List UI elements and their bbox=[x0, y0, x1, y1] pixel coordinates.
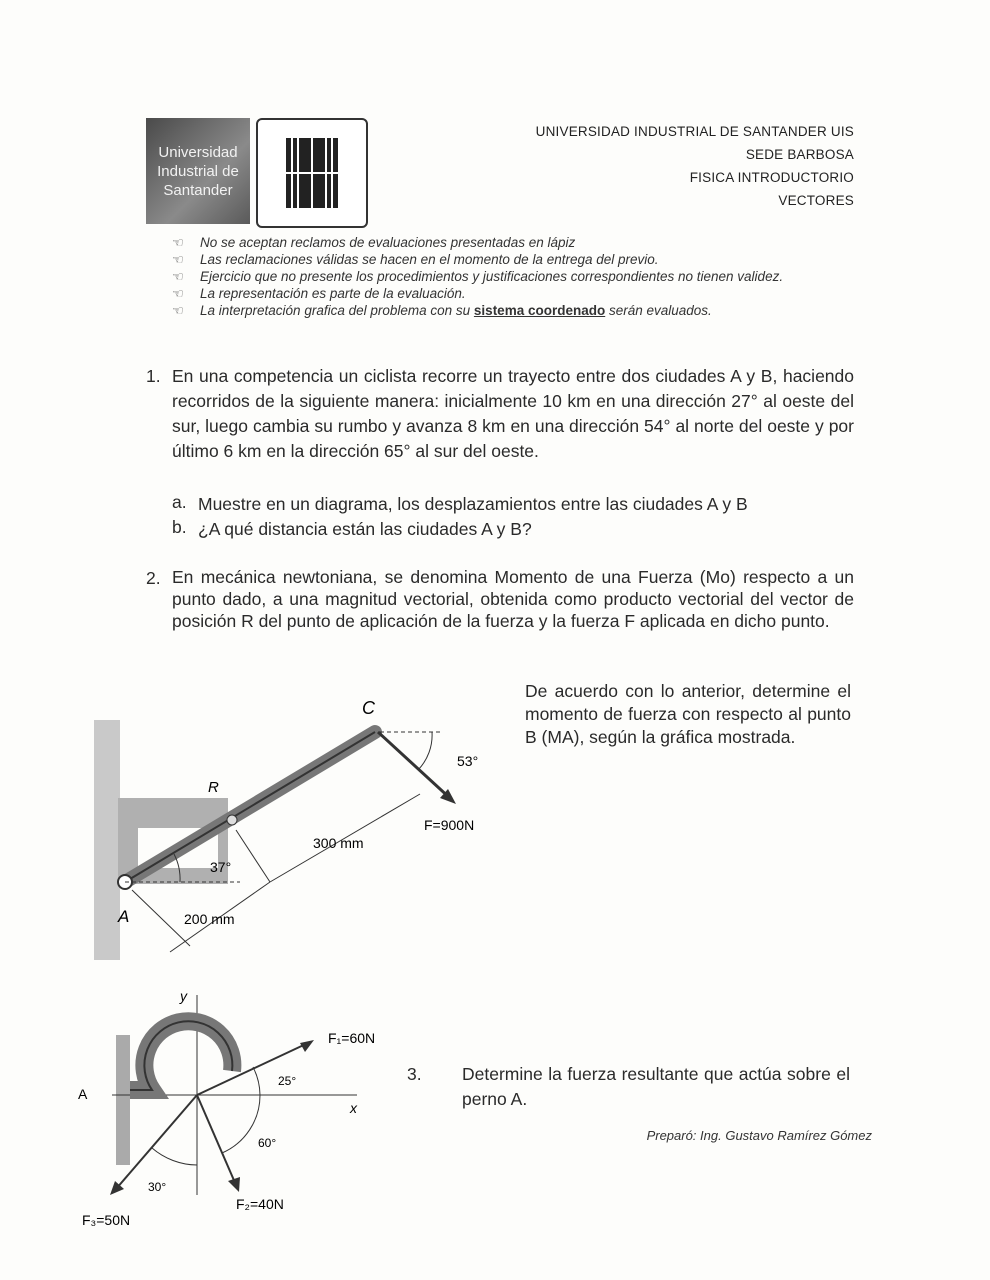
logo-line-2: Industrial de bbox=[157, 162, 239, 180]
q2-text: En mecánica newtoniana, se denomina Momento de una Fuerza (Mo) respecto a un punto dado, a una magnitud vectorial, obtenida como producto vectorial del vector de posición R del punto de aplicación de la fuerza y la fuerza F aplicada en dicho punto. bbox=[172, 567, 854, 631]
rule-item: ☜ La representación es parte de la evaluación. bbox=[172, 285, 862, 302]
label-300mm: 300 mm bbox=[313, 835, 364, 851]
q1-a-label: a. bbox=[172, 492, 187, 512]
rule-item: ☜ No se aceptan reclamos de evaluaciones presentadas en lápiz bbox=[172, 234, 862, 251]
label-60: 60° bbox=[258, 1136, 277, 1150]
label-200mm: 200 mm bbox=[184, 911, 235, 927]
label-f2: F₂=40N bbox=[236, 1196, 284, 1212]
document-header bbox=[536, 120, 854, 212]
q3-text: Determine la fuerza resultante que actúa sobre el perno A. bbox=[462, 1064, 850, 1109]
label-37: 37° bbox=[210, 859, 232, 875]
uis-emblem-icon bbox=[258, 120, 366, 226]
dim-line bbox=[132, 890, 190, 946]
label-a-bolt: A bbox=[78, 1086, 88, 1102]
q1-number: 1. bbox=[146, 366, 161, 386]
q1-a-text: Muestre en un diagrama, los desplazamientos entre las ciudades A y B bbox=[198, 494, 748, 514]
university-logo-text bbox=[146, 118, 250, 224]
angle-53-arc bbox=[418, 732, 432, 770]
figure-bolt-forces bbox=[72, 985, 402, 1235]
q2-side-text: De acuerdo con lo anterior, determine el momento de fuerza con respecto al punto B (MA), según la gráfica mostrada. bbox=[525, 681, 851, 747]
f2-arrowhead-icon bbox=[228, 1177, 240, 1192]
rule-text: La interpretación grafica del problema con su bbox=[200, 303, 474, 318]
rule-emphasis: sistema coordenado bbox=[473, 303, 606, 318]
wall-shape bbox=[94, 720, 120, 960]
angle-25-arc bbox=[253, 1067, 260, 1095]
bolt-icon bbox=[227, 815, 237, 825]
q1-b-label: b. bbox=[172, 517, 187, 537]
q3-number: 3. bbox=[407, 1064, 422, 1084]
figure-moment-diagram bbox=[80, 690, 500, 970]
header-university: UNIVERSIDAD INDUSTRIAL DE SANTANDER UIS bbox=[535, 124, 854, 139]
label-53: 53° bbox=[457, 753, 479, 769]
plate-shape bbox=[116, 1035, 130, 1165]
label-x: x bbox=[350, 1100, 357, 1116]
header-course: FISICA INTRODUCTORIO bbox=[689, 170, 854, 185]
header-topic: VECTORES bbox=[778, 193, 854, 208]
force-arrow bbox=[378, 732, 452, 800]
label-f3: F₃=50N bbox=[82, 1212, 131, 1228]
header-sede: SEDE BARBOSA bbox=[745, 147, 854, 162]
angle-60-arc bbox=[222, 1095, 260, 1153]
rule-text: serán evaluados. bbox=[605, 303, 712, 318]
rules-list bbox=[172, 234, 862, 319]
rule-item: ☜ Ejercicio que no presente los procedimientos y justificaciones correspondientes no tienen validez. bbox=[172, 268, 862, 285]
q2-number: 2. bbox=[146, 568, 161, 588]
logo-line-3: Santander bbox=[163, 181, 233, 199]
logo-line-1: Universidad bbox=[158, 143, 238, 161]
label-y: y bbox=[180, 988, 187, 1004]
label-r: R bbox=[208, 779, 219, 796]
f1-arrowhead-icon bbox=[300, 1040, 314, 1052]
label-c: C bbox=[362, 698, 375, 718]
angle-30-arc bbox=[152, 1148, 197, 1165]
q3-text-start bbox=[462, 1062, 850, 1112]
label-25: 25° bbox=[278, 1074, 297, 1088]
label-force: F=900N bbox=[424, 817, 475, 833]
q1-b-text: ¿A qué distancia están las ciudades A y B? bbox=[198, 519, 532, 539]
f2-vector bbox=[197, 1095, 236, 1185]
rule-item bbox=[172, 302, 862, 319]
label-30: 30° bbox=[148, 1180, 167, 1194]
uis-logo bbox=[256, 118, 368, 228]
label-f1: F₁=60N bbox=[328, 1030, 376, 1046]
dim-line bbox=[236, 830, 270, 882]
label-a: A bbox=[118, 907, 130, 926]
rule-item: ☜ Las reclamaciones válidas se hacen en el momento de la entrega del previo. bbox=[172, 251, 862, 268]
prepared-by: Preparó: Ing. Gustavo Ramírez Gómez bbox=[646, 1128, 872, 1143]
q1-text: En una competencia un ciclista recorre un trayecto entre dos ciudades A y B, haciendo recorridos de la siguiente manera: inicialmente 10 km en una dirección 27° al oeste del sur, luego cambia su rumbo y avanza 8 km en una dirección 54° al norte del oeste y por último 6 km en la dirección 65° al sur del oeste. bbox=[172, 366, 854, 461]
